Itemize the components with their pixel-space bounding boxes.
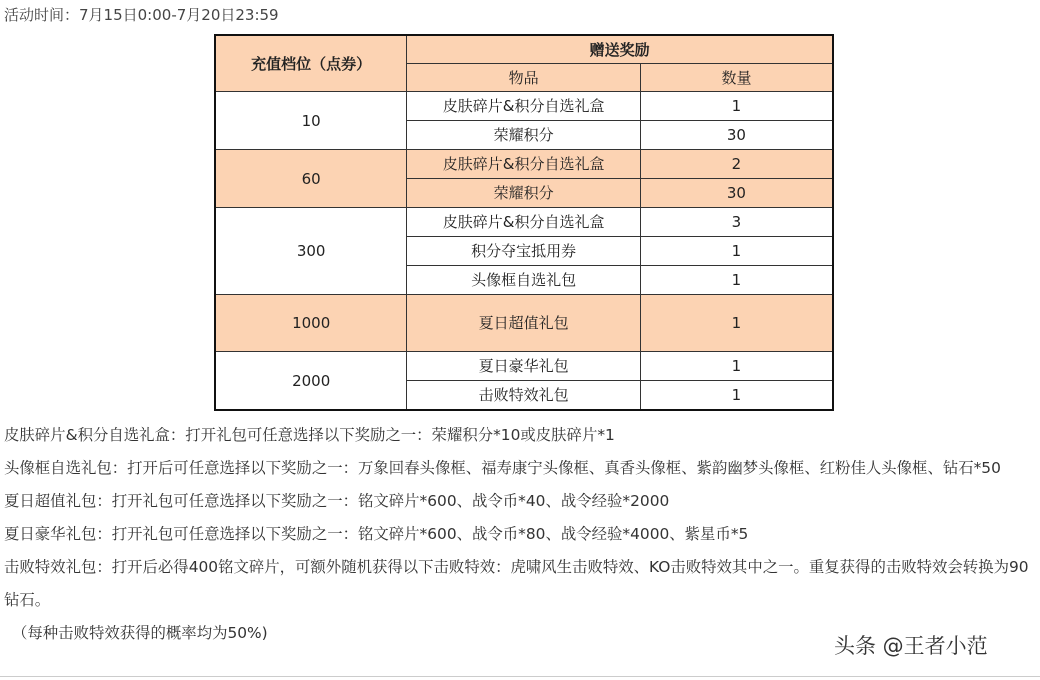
description-summer-deluxe: 夏日豪华礼包：打开礼包可任意选择以下奖励之一：铭文碎片*600、战令币*80、战令经验*4000、紫星币*5	[4, 525, 749, 543]
item-cell: 积分夺宝抵用券	[407, 237, 641, 266]
item-cell: 夏日豪华礼包	[407, 352, 641, 381]
description-summer-value: 夏日超值礼包：打开礼包可任意选择以下奖励之一：铭文碎片*600、战令币*40、战令经验*2000	[4, 492, 670, 510]
qty-column-header: 数量	[640, 64, 833, 92]
reward-table	[214, 34, 834, 411]
qty-cell: 1	[640, 295, 833, 352]
tier-cell: 60	[215, 150, 407, 208]
qty-cell: 1	[640, 266, 833, 295]
item-cell: 夏日超值礼包	[407, 295, 641, 352]
qty-cell: 30	[640, 121, 833, 150]
qty-cell: 30	[640, 179, 833, 208]
item-cell: 皮肤碎片&积分自选礼盒	[407, 208, 641, 237]
tier-cell: 10	[215, 92, 407, 150]
item-cell: 荣耀积分	[407, 179, 641, 208]
item-cell: 皮肤碎片&积分自选礼盒	[407, 150, 641, 179]
item-cell: 皮肤碎片&积分自选礼盒	[407, 92, 641, 121]
item-cell: 击败特效礼包	[407, 381, 641, 411]
table-row	[215, 352, 833, 381]
tier-cell: 1000	[215, 295, 407, 352]
table-row	[215, 92, 833, 121]
tier-cell: 2000	[215, 352, 407, 411]
tier-cell: 300	[215, 208, 407, 295]
table-row	[215, 208, 833, 237]
watermark: 头条 @王者小范	[834, 634, 988, 658]
table-row	[215, 150, 833, 179]
table-row	[215, 295, 833, 352]
description-skin-box: 皮肤碎片&积分自选礼盒：打开礼包可任意选择以下奖励之一：荣耀积分*10或皮肤碎片*1	[4, 426, 615, 444]
qty-cell: 2	[640, 150, 833, 179]
reward-descriptions	[4, 419, 1036, 650]
item-cell: 荣耀积分	[407, 121, 641, 150]
reward-group-header: 赠送奖励	[407, 35, 833, 64]
qty-cell: 3	[640, 208, 833, 237]
table-header-row	[215, 35, 833, 64]
qty-cell: 1	[640, 381, 833, 411]
item-cell: 头像框自选礼包	[407, 266, 641, 295]
item-column-header: 物品	[407, 64, 641, 92]
description-kill-effect: 击败特效礼包：打开后必得400铭文碎片，可额外随机获得以下击败特效：虎啸风生击败特效、KO击败特效其中之一。重复获得的击败特效会转换为90钻石。	[4, 558, 1029, 609]
bottom-divider	[0, 676, 1040, 677]
description-probability-note: （每种击败特效获得的概率均为50%)	[12, 624, 268, 642]
activity-time: 活动时间：7月15日0:00-7月20日23:59	[4, 6, 279, 24]
tier-column-header: 充值档位（点券）	[215, 35, 407, 92]
qty-cell: 1	[640, 352, 833, 381]
qty-cell: 1	[640, 92, 833, 121]
description-avatar-frame: 头像框自选礼包：打开后可任意选择以下奖励之一：万象回春头像框、福寿康宁头像框、真香头像框、紫韵幽梦头像框、红粉佳人头像框、钻石*50	[4, 459, 1001, 477]
qty-cell: 1	[640, 237, 833, 266]
